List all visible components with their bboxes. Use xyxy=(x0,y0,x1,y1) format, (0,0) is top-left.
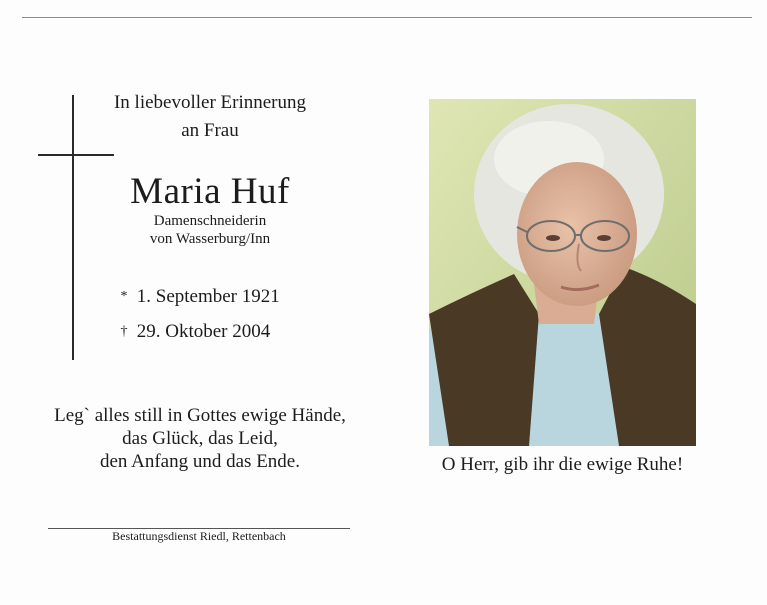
asterisk-icon: * xyxy=(120,289,128,304)
intro-line-1: In liebevoller Erinnerung xyxy=(113,92,307,113)
origin: von Wasserburg/Inn xyxy=(149,231,271,247)
deceased-name: Maria Huf xyxy=(130,171,290,212)
verse-line: Leg` alles still in Gottes ewige Hände, xyxy=(54,405,346,426)
verse-line: das Glück, das Leid, xyxy=(122,428,278,449)
intro-line-2: an Frau xyxy=(181,120,239,141)
occupation: Damenschneiderin xyxy=(153,213,267,229)
verse-line: den Anfang und das Ende. xyxy=(100,451,300,472)
birth-date: 1. September 1921 xyxy=(136,286,280,307)
death-date: 29. Oktober 2004 xyxy=(136,321,271,342)
verse xyxy=(30,404,370,473)
top-divider xyxy=(22,17,752,18)
portrait-photo xyxy=(429,99,696,446)
prayer-caption: O Herr, gib ihr die ewige Ruhe! xyxy=(441,454,684,475)
undertaker-credit: Bestattungsdienst Riedl, Rettenbach xyxy=(112,529,286,543)
birth-date-line xyxy=(116,286,280,308)
death-date-line xyxy=(116,321,270,343)
dagger-icon: † xyxy=(120,324,128,339)
